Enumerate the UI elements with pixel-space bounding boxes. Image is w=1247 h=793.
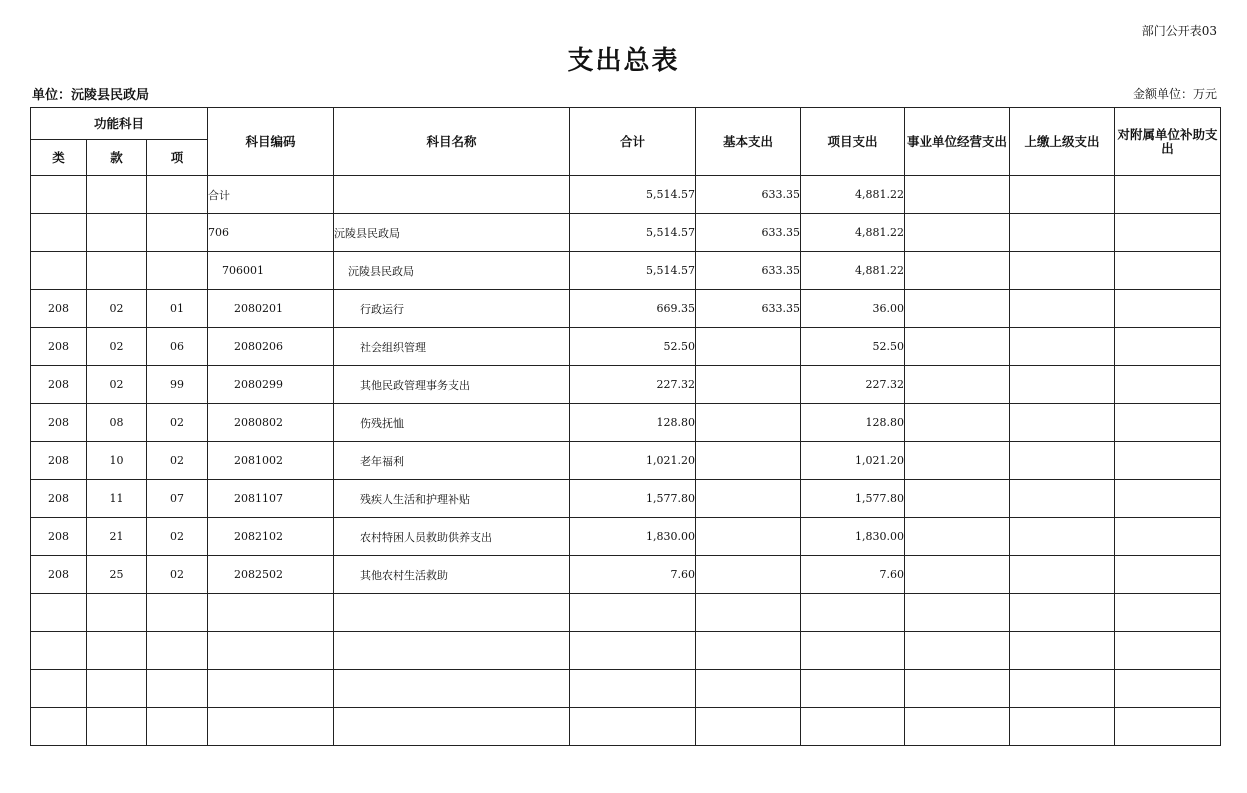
cell-subject-code: 2081002 — [208, 442, 334, 480]
table-row — [31, 632, 1221, 670]
cell-basic: 633.35 — [696, 252, 801, 290]
cell-subject-name — [334, 176, 570, 214]
cell-basic — [696, 404, 801, 442]
cell-project: 128.80 — [801, 404, 905, 442]
cell-lei: 208 — [31, 404, 87, 442]
cell-business — [905, 366, 1010, 404]
cell-project: 4,881.22 — [801, 214, 905, 252]
cell-business — [905, 290, 1010, 328]
cell-xiang: 02 — [147, 518, 208, 556]
table-row — [31, 214, 1221, 252]
cell-superior — [1010, 708, 1115, 746]
cell-subject-name: 沅陵县民政局 — [334, 252, 570, 290]
cell-lei — [31, 176, 87, 214]
cell-xiang — [147, 252, 208, 290]
cell-total: 669.35 — [570, 290, 696, 328]
cell-superior — [1010, 518, 1115, 556]
cell-subject-name: 其他农村生活救助 — [334, 556, 570, 594]
table-row — [31, 480, 1221, 518]
cell-xiang — [147, 632, 208, 670]
cell-subject-code: 合计 — [208, 176, 334, 214]
cell-subject-name: 其他民政管理事务支出 — [334, 366, 570, 404]
cell-subsidy — [1115, 442, 1221, 480]
cell-total — [570, 594, 696, 632]
header-project-expenditure: 项目支出 — [801, 108, 905, 176]
cell-project — [801, 670, 905, 708]
table-row — [31, 556, 1221, 594]
cell-xiang — [147, 176, 208, 214]
cell-superior — [1010, 176, 1115, 214]
cell-lei — [31, 252, 87, 290]
cell-subsidy — [1115, 556, 1221, 594]
cell-xiang: 02 — [147, 442, 208, 480]
cell-subject-code: 2082502 — [208, 556, 334, 594]
cell-subject-code: 2081107 — [208, 480, 334, 518]
cell-subject-code: 706001 — [208, 252, 334, 290]
cell-business — [905, 176, 1010, 214]
cell-project — [801, 708, 905, 746]
cell-project: 7.60 — [801, 556, 905, 594]
cell-kuan: 08 — [87, 404, 147, 442]
cell-kuan — [87, 176, 147, 214]
cell-kuan: 11 — [87, 480, 147, 518]
header-functional-subject: 功能科目 — [31, 108, 208, 140]
header-subsidy: 对附属单位补助支出 — [1115, 108, 1221, 176]
cell-project — [801, 632, 905, 670]
cell-total: 128.80 — [570, 404, 696, 442]
cell-kuan: 02 — [87, 328, 147, 366]
cell-kuan: 21 — [87, 518, 147, 556]
cell-total: 5,514.57 — [570, 176, 696, 214]
cell-xiang: 06 — [147, 328, 208, 366]
cell-subject-code — [208, 632, 334, 670]
cell-business — [905, 214, 1010, 252]
cell-lei: 208 — [31, 518, 87, 556]
cell-project: 227.32 — [801, 366, 905, 404]
cell-kuan — [87, 594, 147, 632]
cell-subsidy — [1115, 594, 1221, 632]
cell-subject-name — [334, 670, 570, 708]
cell-kuan: 25 — [87, 556, 147, 594]
header-basic-expenditure: 基本支出 — [696, 108, 801, 176]
header-total: 合计 — [570, 108, 696, 176]
header-subject-code: 科目编码 — [208, 108, 334, 176]
cell-subsidy — [1115, 176, 1221, 214]
cell-subject-name: 老年福利 — [334, 442, 570, 480]
cell-xiang: 99 — [147, 366, 208, 404]
cell-total: 5,514.57 — [570, 252, 696, 290]
cell-total: 1,830.00 — [570, 518, 696, 556]
cell-xiang: 01 — [147, 290, 208, 328]
cell-business — [905, 252, 1010, 290]
cell-project: 4,881.22 — [801, 176, 905, 214]
cell-lei: 208 — [31, 556, 87, 594]
table-body — [31, 176, 1221, 746]
header-superior-payment: 上缴上级支出 — [1010, 108, 1115, 176]
cell-lei — [31, 670, 87, 708]
cell-xiang — [147, 594, 208, 632]
cell-lei: 208 — [31, 290, 87, 328]
table-row — [31, 404, 1221, 442]
cell-superior — [1010, 442, 1115, 480]
cell-subject-code — [208, 708, 334, 746]
cell-business — [905, 632, 1010, 670]
page-title: 支出总表 — [567, 46, 680, 76]
cell-lei — [31, 632, 87, 670]
cell-subject-code: 2082102 — [208, 518, 334, 556]
cell-basic — [696, 632, 801, 670]
cell-business — [905, 556, 1010, 594]
table-row — [31, 518, 1221, 556]
cell-subsidy — [1115, 252, 1221, 290]
cell-subject-name: 伤残抚恤 — [334, 404, 570, 442]
cell-business — [905, 328, 1010, 366]
cell-basic: 633.35 — [696, 290, 801, 328]
amount-unit-label: 金额单位：万元 — [1132, 87, 1217, 101]
cell-subject-code: 2080299 — [208, 366, 334, 404]
cell-superior — [1010, 594, 1115, 632]
cell-superior — [1010, 556, 1115, 594]
cell-subsidy — [1115, 366, 1221, 404]
table-row — [31, 328, 1221, 366]
cell-total: 5,514.57 — [570, 214, 696, 252]
cell-kuan — [87, 670, 147, 708]
header-lei: 类 — [31, 140, 87, 176]
cell-total: 227.32 — [570, 366, 696, 404]
cell-basic — [696, 670, 801, 708]
cell-subsidy — [1115, 632, 1221, 670]
cell-kuan — [87, 632, 147, 670]
cell-superior — [1010, 252, 1115, 290]
cell-subject-code: 706 — [208, 214, 334, 252]
cell-subject-code: 2080802 — [208, 404, 334, 442]
cell-kuan — [87, 252, 147, 290]
cell-xiang — [147, 708, 208, 746]
cell-basic — [696, 366, 801, 404]
cell-business — [905, 594, 1010, 632]
cell-kuan: 02 — [87, 290, 147, 328]
cell-basic: 633.35 — [696, 214, 801, 252]
header-subject-name: 科目名称 — [334, 108, 570, 176]
cell-total — [570, 670, 696, 708]
expenditure-table — [30, 107, 1221, 746]
table-row — [31, 670, 1221, 708]
cell-kuan — [87, 214, 147, 252]
table-row — [31, 442, 1221, 480]
cell-superior — [1010, 290, 1115, 328]
cell-project: 1,577.80 — [801, 480, 905, 518]
cell-subsidy — [1115, 708, 1221, 746]
cell-lei — [31, 594, 87, 632]
cell-total: 1,021.20 — [570, 442, 696, 480]
table-row — [31, 252, 1221, 290]
cell-xiang — [147, 670, 208, 708]
cell-lei: 208 — [31, 480, 87, 518]
cell-business — [905, 708, 1010, 746]
table-row — [31, 708, 1221, 746]
cell-subject-name: 农村特困人员救助供养支出 — [334, 518, 570, 556]
cell-superior — [1010, 632, 1115, 670]
cell-lei — [31, 214, 87, 252]
unit-label: 单位：沅陵县民政局 — [32, 88, 150, 103]
cell-subsidy — [1115, 404, 1221, 442]
cell-xiang — [147, 214, 208, 252]
cell-subject-name: 沅陵县民政局 — [334, 214, 570, 252]
cell-xiang: 02 — [147, 404, 208, 442]
cell-business — [905, 442, 1010, 480]
cell-superior — [1010, 366, 1115, 404]
cell-basic — [696, 442, 801, 480]
header-xiang: 项 — [147, 140, 208, 176]
cell-basic — [696, 480, 801, 518]
cell-superior — [1010, 214, 1115, 252]
cell-subject-code — [208, 670, 334, 708]
cell-subsidy — [1115, 670, 1221, 708]
cell-subsidy — [1115, 518, 1221, 556]
cell-lei: 208 — [31, 366, 87, 404]
header-kuan: 款 — [87, 140, 147, 176]
cell-subject-name — [334, 708, 570, 746]
cell-basic — [696, 328, 801, 366]
cell-total — [570, 708, 696, 746]
form-number: 部门公开表03 — [1141, 24, 1217, 38]
cell-subject-code: 2080201 — [208, 290, 334, 328]
cell-kuan: 02 — [87, 366, 147, 404]
cell-subject-code: 2080206 — [208, 328, 334, 366]
cell-project: 1,021.20 — [801, 442, 905, 480]
cell-business — [905, 518, 1010, 556]
table-row — [31, 290, 1221, 328]
cell-total: 52.50 — [570, 328, 696, 366]
cell-project: 4,881.22 — [801, 252, 905, 290]
cell-project — [801, 594, 905, 632]
cell-subject-name: 残疾人生活和护理补贴 — [334, 480, 570, 518]
cell-lei — [31, 708, 87, 746]
cell-basic — [696, 518, 801, 556]
cell-xiang: 07 — [147, 480, 208, 518]
cell-basic — [696, 594, 801, 632]
cell-basic — [696, 556, 801, 594]
cell-project: 52.50 — [801, 328, 905, 366]
cell-subsidy — [1115, 290, 1221, 328]
cell-project: 36.00 — [801, 290, 905, 328]
cell-basic — [696, 708, 801, 746]
table-row — [31, 176, 1221, 214]
cell-subsidy — [1115, 214, 1221, 252]
cell-superior — [1010, 480, 1115, 518]
cell-subject-name — [334, 594, 570, 632]
cell-subject-name: 社会组织管理 — [334, 328, 570, 366]
cell-kuan: 10 — [87, 442, 147, 480]
cell-subsidy — [1115, 480, 1221, 518]
table-row — [31, 594, 1221, 632]
cell-subsidy — [1115, 328, 1221, 366]
cell-subject-name — [334, 632, 570, 670]
cell-total — [570, 632, 696, 670]
cell-lei: 208 — [31, 328, 87, 366]
cell-project: 1,830.00 — [801, 518, 905, 556]
cell-total: 1,577.80 — [570, 480, 696, 518]
cell-superior — [1010, 328, 1115, 366]
cell-superior — [1010, 670, 1115, 708]
cell-subject-name: 行政运行 — [334, 290, 570, 328]
cell-total: 7.60 — [570, 556, 696, 594]
cell-superior — [1010, 404, 1115, 442]
cell-business — [905, 480, 1010, 518]
cell-business — [905, 404, 1010, 442]
table-row — [31, 366, 1221, 404]
cell-lei: 208 — [31, 442, 87, 480]
cell-business — [905, 670, 1010, 708]
cell-kuan — [87, 708, 147, 746]
cell-xiang: 02 — [147, 556, 208, 594]
cell-basic: 633.35 — [696, 176, 801, 214]
header-business-expenditure: 事业单位经营支出 — [905, 108, 1010, 176]
cell-subject-code — [208, 594, 334, 632]
